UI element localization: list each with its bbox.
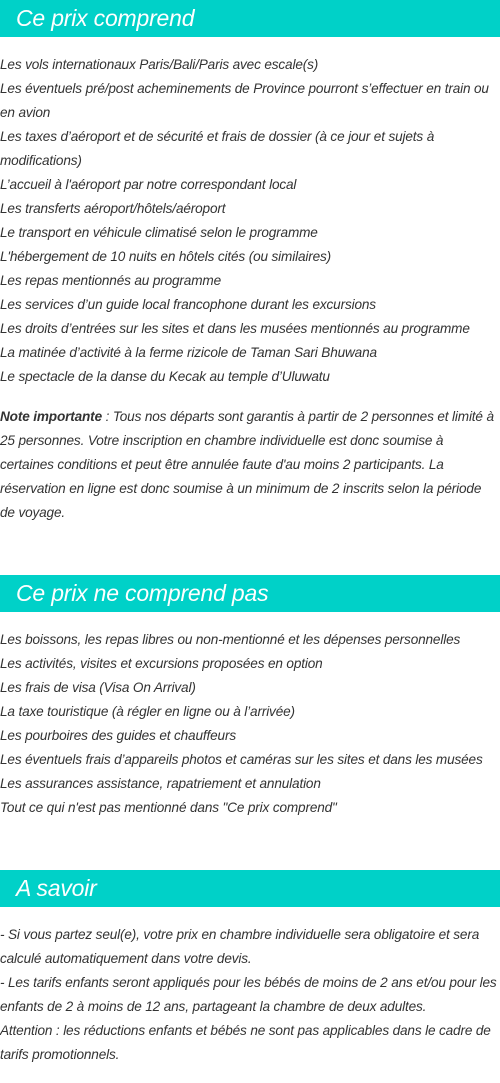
note-label: Note importante [0, 409, 102, 424]
section-title-info: A savoir [0, 870, 500, 907]
list-item: Tout ce qui n'est pas mentionné dans "Ce prix comprend" [0, 800, 337, 815]
list-item: Les services d’un guide local francophone durant les excursions [0, 297, 376, 312]
list-item: Les activités, visites et excursions proposées en option [0, 656, 323, 671]
list-item: Les taxes d’aéroport et de sécurité et frais de dossier (à ce jour et sujets à modifications) [0, 129, 435, 168]
info-line: - Si vous partez seul(e), votre prix en chambre individuelle sera obligatoire et sera calculé automatiquement dans votre devis. [0, 927, 480, 966]
list-item: Les éventuels pré/post acheminements de Province pourront s’effectuer en train ou en avion [0, 81, 489, 120]
info-list [0, 923, 500, 1067]
section-title-included: Ce prix comprend [0, 0, 500, 37]
list-item: Les assurances assistance, rapatriement et annulation [0, 776, 321, 791]
note-text: : Tous nos départs sont garantis à partir de 2 personnes et limité à 25 personnes. Votre inscription en chambre individuelle est donc soumise à certaines conditions et peut être annulée faute d'au moins 2 participants. La réservation en ligne est donc soumise à un minimum de 2 inscrits selon la période de voyage. [0, 409, 494, 520]
important-note [0, 405, 498, 525]
section-title-excluded: Ce prix ne comprend pas [0, 575, 500, 612]
list-item: Le spectacle de la danse du Kecak au temple d’Uluwatu [0, 369, 330, 384]
list-item: L'hébergement de 10 nuits en hôtels cités (ou similaires) [0, 249, 332, 264]
list-item: La matinée d’activité à la ferme rizicole de Taman Sari Bhuwana [0, 345, 377, 360]
included-list [0, 53, 500, 389]
list-item: Les pourboires des guides et chauffeurs [0, 728, 236, 743]
list-item: Le transport en véhicule climatisé selon le programme [0, 225, 318, 240]
list-item: Les frais de visa (Visa On Arrival) [0, 680, 196, 695]
list-item: Les droits d’entrées sur les sites et dans les musées mentionnés au programme [0, 321, 470, 336]
list-item: Les vols internationaux Paris/Bali/Paris avec escale(s) [0, 57, 319, 72]
list-item: La taxe touristique (à régler en ligne ou à l’arrivée) [0, 704, 295, 719]
info-line: Attention : les réductions enfants et bébés ne sont pas applicables dans le cadre de tarifs promotionnels. [0, 1023, 491, 1062]
list-item: Les boissons, les repas libres ou non-mentionné et les dépenses personnelles [0, 632, 461, 647]
list-item: Les éventuels frais d’appareils photos et caméras sur les sites et dans les musées [0, 752, 483, 767]
list-item: Les repas mentionnés au programme [0, 273, 221, 288]
list-item: Les transferts aéroport/hôtels/aéroport [0, 201, 226, 216]
excluded-list [0, 628, 500, 820]
info-line: - Les tarifs enfants seront appliqués pour les bébés de moins de 2 ans et/ou pour les enfants de 2 à moins de 12 ans, partageant la chambre de deux adultes. [0, 975, 497, 1014]
list-item: L’accueil à l'aéroport par notre correspondant local [0, 177, 297, 192]
